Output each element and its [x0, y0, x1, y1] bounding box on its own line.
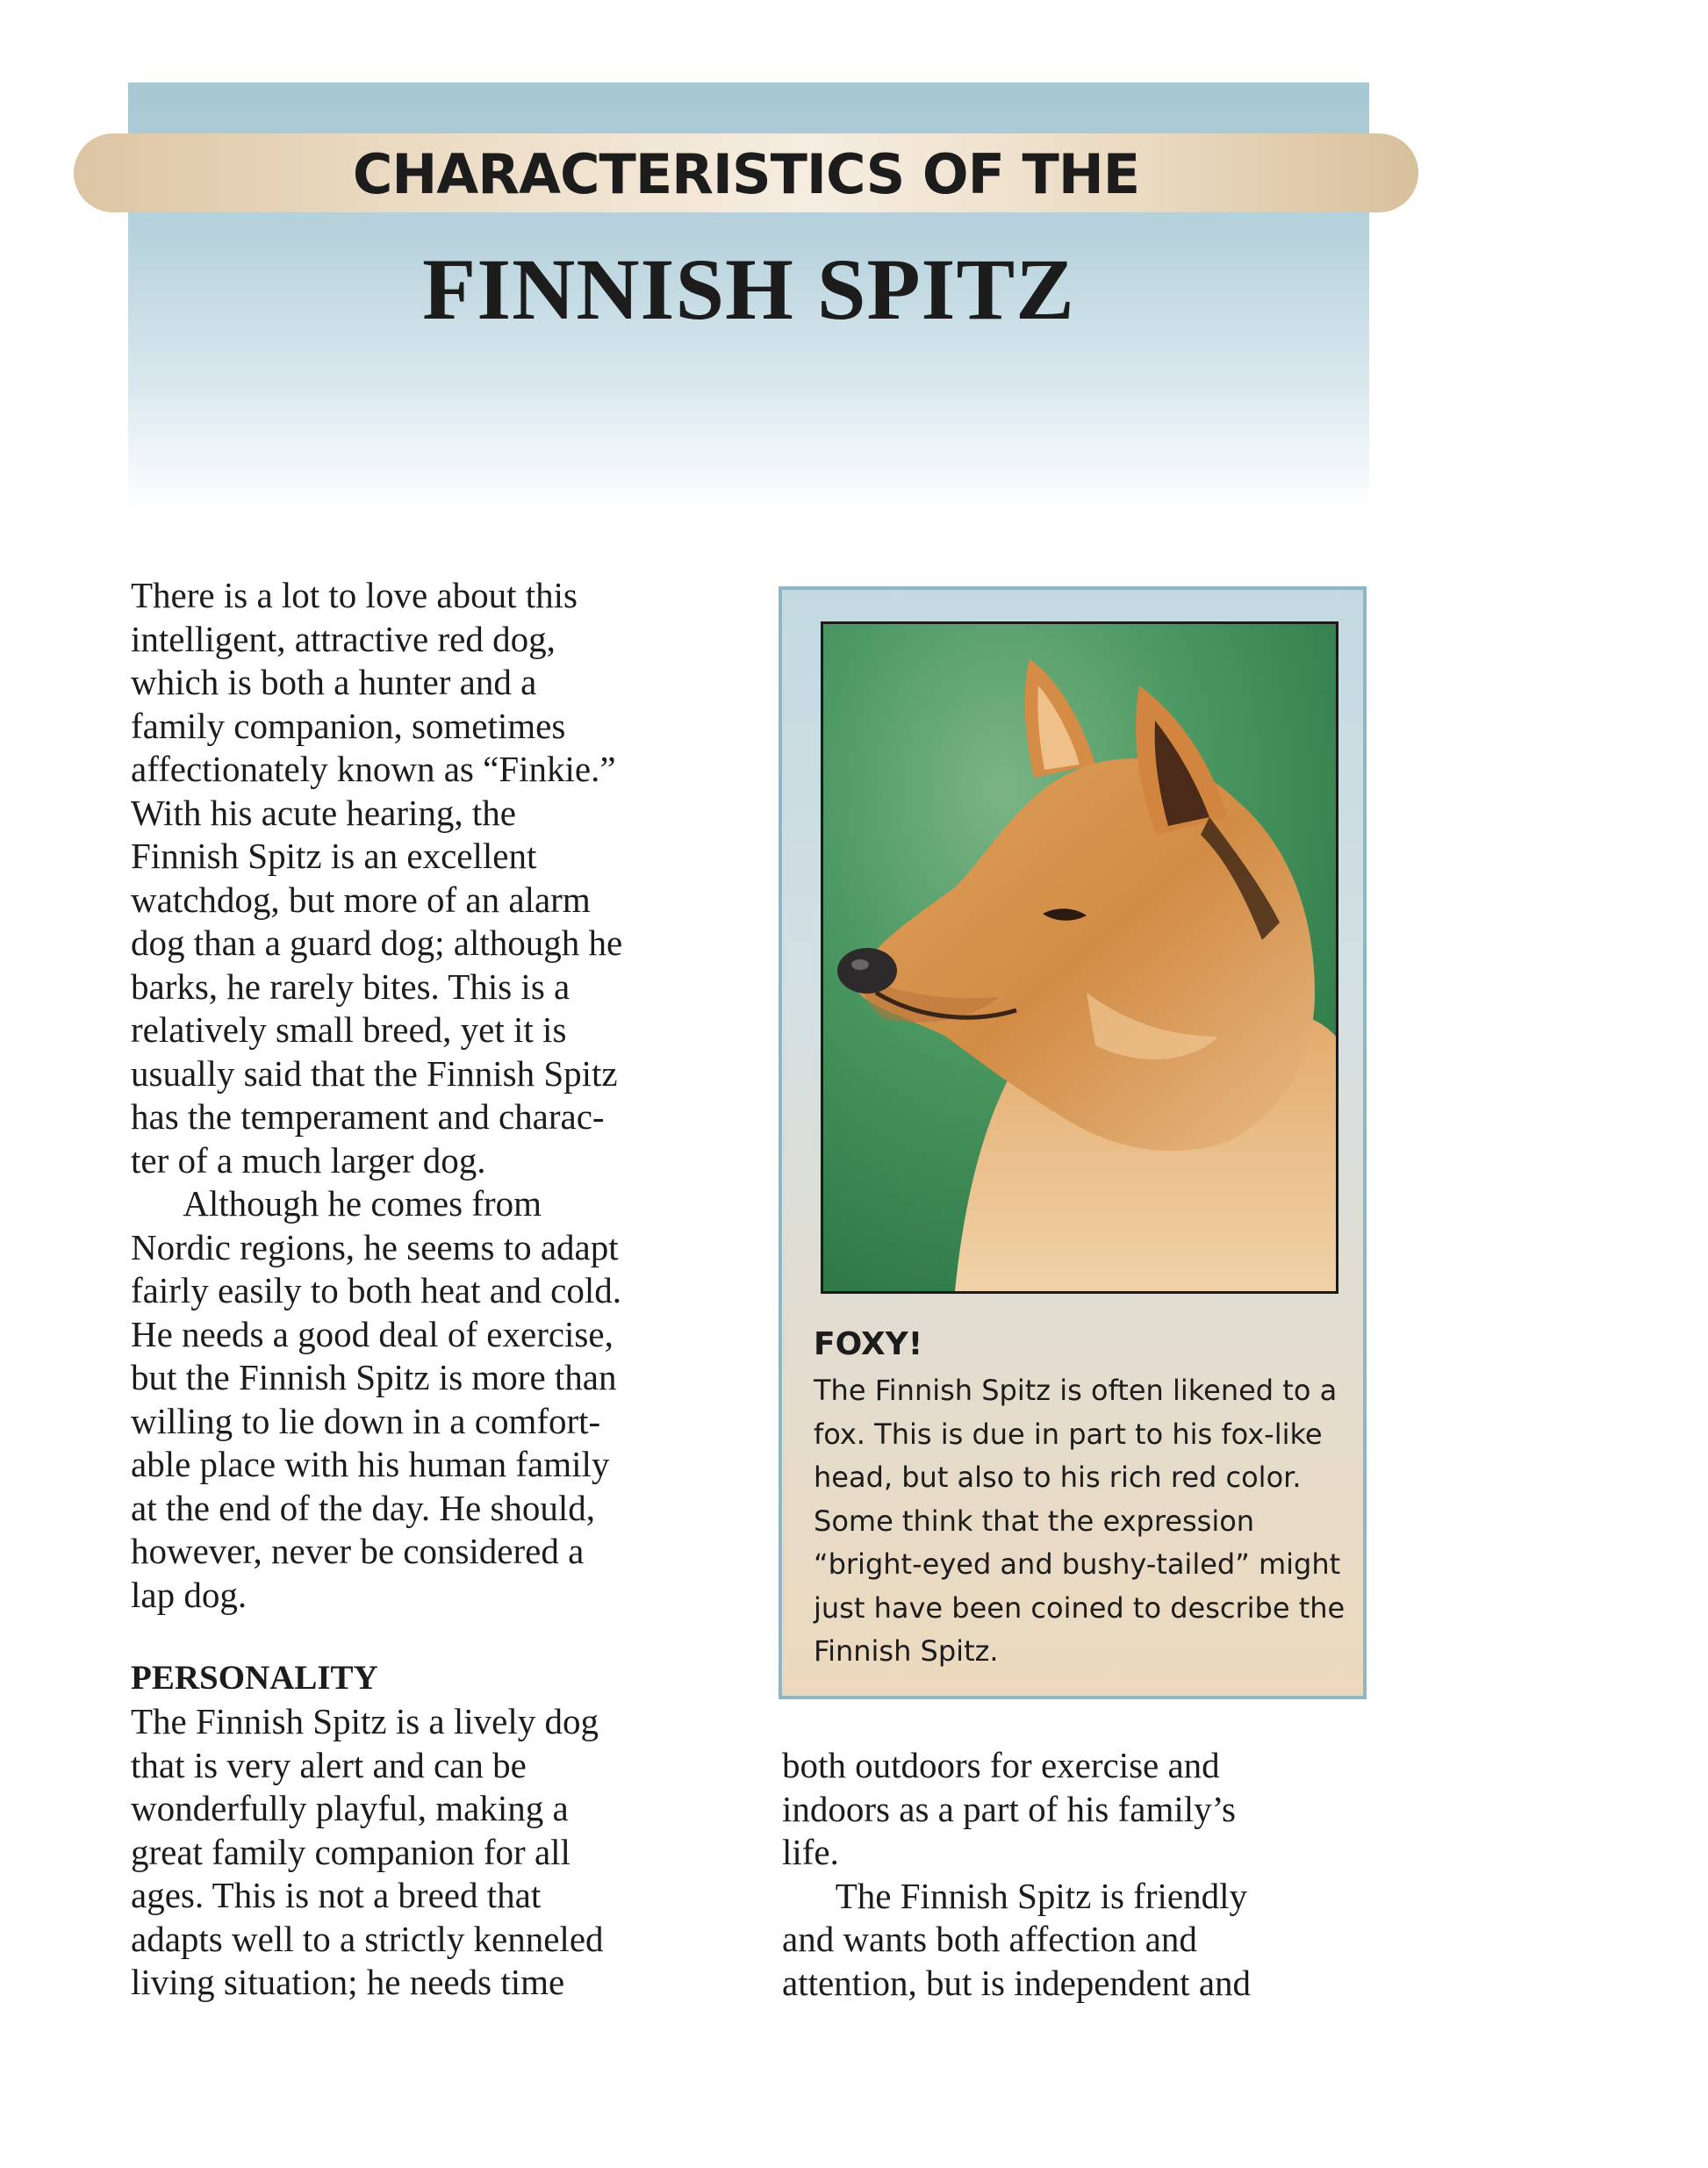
body-text-left-part2: The Finnish Spitz is a lively dog that is very alert and can be wonderfully playful, making a great family companion for all ages. This is not a breed that adapts well to a strictly kenneled living situation; he needs time — [131, 1701, 604, 2002]
dog-photo — [821, 621, 1338, 1294]
page-kicker: CHARACTERISTICS OF THE — [352, 142, 1140, 206]
dog-illustration — [823, 624, 1336, 1291]
sidebar-box — [779, 586, 1367, 1699]
sidebar-title: FOXY! — [814, 1326, 923, 1362]
page-title: FINNISH SPITZ — [422, 240, 1075, 338]
section-heading-personality: PERSONALITY — [131, 1659, 378, 1697]
body-text-right: both outdoors for exercise and indoors as a part of his family’s life. The Finnish Spitz is friendly and wants both affection and attention, but is independent and — [782, 1745, 1252, 2003]
body-text-left-part1: There is a lot to love about this intelligent, attractive red dog, which is both a hunter and a family companion, sometimes affectionately known as “Finkie.” With his acute hearing, the Finnish Spitz is an excellent watchdog, but more of an alarm dog than a guard dog; although he barks, he rarely bites. This is a relatively small breed, yet it is usually said that the Finnish Spitz has the temperament and charac- ter of a much larger dog. Although he comes from Nordic regions, he seems to adapt fairly easily to both heat and cold. He needs a good deal of exercise, but the Finnish Spitz is more than willing to lie down in a comfort- able place with his human family at the end of the day. He should, however, never be considered a lap dog. — [131, 575, 623, 1615]
sidebar-text: The Finnish Spitz is often likened to a fox. This is due in part to his fox-like head, but also to his rich red color. Some think that the expression “bright-eyed and bushy-tailed” might just have been coined to describe the Finnish Spitz. — [814, 1374, 1346, 1668]
